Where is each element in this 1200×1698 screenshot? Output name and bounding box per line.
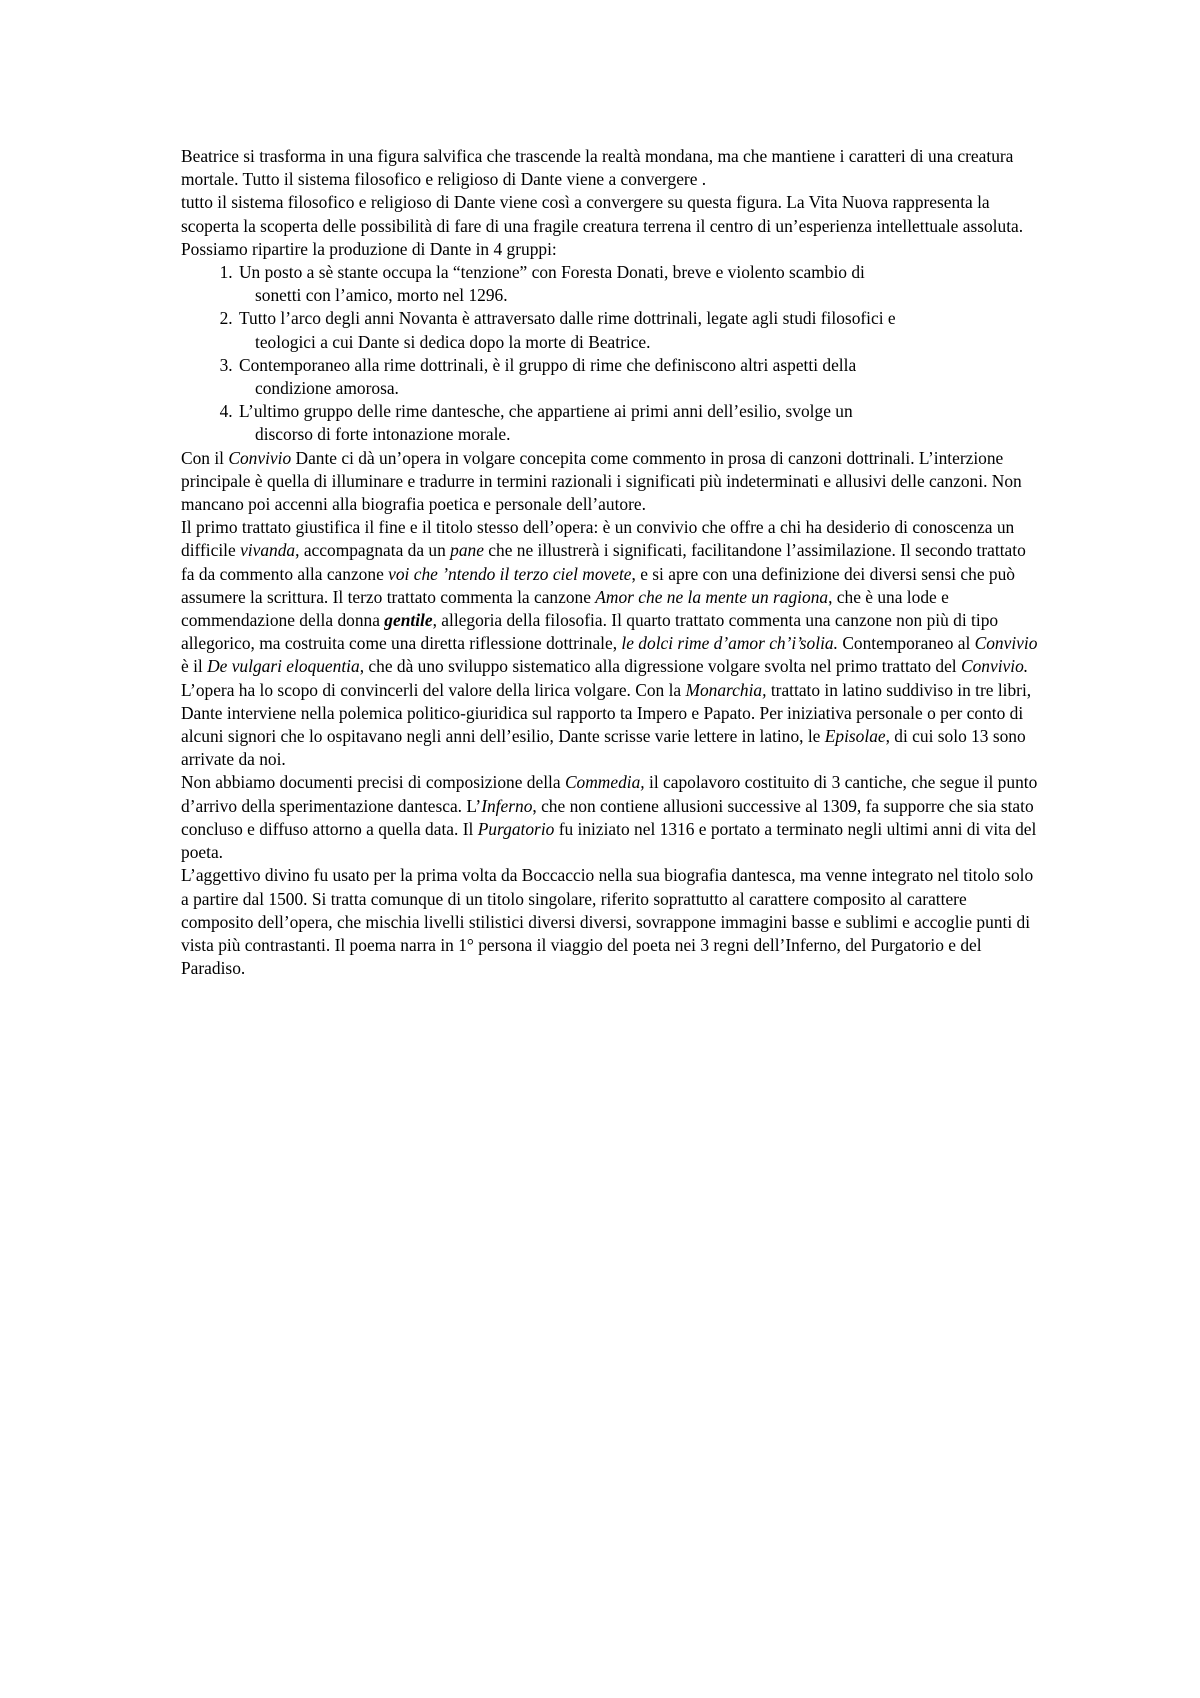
list-item: 2. Tutto l’arco degli anni Novanta è attraversato dalle rime dottrinali, legate agli studi filosofici e teologici a cui Dante si dedica dopo la morte di Beatrice. bbox=[237, 307, 1041, 353]
paragraph-convivio: Con il Convivio Dante ci dà un’opera in volgare concepita come commento in prosa di canzoni dottrinali. L’interzione principale è quella di illuminare e tradurre in termini razionali i significati più indeterminati e allusivi delle canzoni. Non mancano poi accenni alla biografia poetica e personale dell’autore. bbox=[181, 447, 1022, 515]
list-item: 1. Un posto a sè stante occupa la “tenzione” con Foresta Donati, breve e violento scambio di sonetti con l’amico, morto nel 1296. bbox=[237, 261, 1041, 307]
paragraph-aggettivo: L’aggettivo divino fu usato per la prima volta da Boccaccio nella sua biografia dantesca, ma venne integrato nel titolo solo a partire dal 1500. Si tratta comunque di un titolo singolare, riferito soprattutto al carattere composito al carattere composito dell’opera, che mischia livelli stilistici diversi diversi, sovrappone immagini basse e sublimi e accoglie punti di vista più contrastanti. Il poema narra in 1° persona il viaggio del poeta nei 3 regni dell’Inferno, del Purgatorio e del Paradiso. bbox=[181, 865, 1034, 979]
list-item: 4. L’ultimo gruppo delle rime dantesche, che appartiene ai primi anni dell’esilio, svolge un discorso di forte intonazione morale. bbox=[237, 400, 1041, 446]
paragraph-beatrice: Beatrice si trasforma in una figura salvifica che trascende la realtà mondana, ma che mantiene i caratteri di una creatura mortale. Tutto il sistema filosofico e religioso di Dante viene a convergere . bbox=[181, 146, 1014, 190]
groups-list bbox=[181, 261, 1041, 447]
list-item: 3. Contemporaneo alla rime dottrinali, è il gruppo di rime che definiscono altri aspetti della condizione amorosa. bbox=[237, 354, 1041, 400]
paragraph-trattati: Il primo trattato giustifica il fine e il titolo stesso dell’opera: è un convivio che offre a chi ha desiderio di conoscenza un difficile vivanda, accompagnata da un pane che ne illustrerà i significati, facilitandone l’assimilazione. Il secondo trattato fa da commento alla canzone voi che ’ntendo il terzo ciel movete, e si apre con una definizione dei diversi sensi che può assumere la scrittura. Il terzo trattato commenta la canzone Amor che ne la mente un ragiona, che è una lode e commendazione della donna gentile, allegoria della filosofia. Il quarto trattato commenta una canzone non più di tipo allegorico, ma costruita come una diretta riflessione dottrinale, le dolci rime d’amor ch’i’solia. Contemporaneo al Convivio è il De vulgari eloquentia, che dà uno sviluppo sistematico alla digressione volgare svolta nel primo trattato del Convivio. L’opera ha lo scopo di convincerli del valore della lirica volgare. Con la Monarchia, trattato in latino suddiviso in tre libri, Dante interviene nella polemica politico-giuridica sul rapporto ta Impero e Papato. Per iniziativa personale o per conto di alcuni signori che lo ospitavano negli anni dell’esilio, Dante scrisse varie lettere in latino, le Episolae, di cui solo 13 sono arrivate da noi. bbox=[181, 517, 1038, 770]
document-body bbox=[181, 145, 1041, 980]
paragraph-vita-nuova: tutto il sistema filosofico e religioso di Dante viene così a convergere su questa figura. La Vita Nuova rappresenta la scoperta la scoperta delle possibilità di fare di una fragile creatura terrena il centro di un’esperienza intellettuale assoluta. Possiamo ripartire la produzione di Dante in 4 gruppi: bbox=[181, 192, 1024, 259]
paragraph-commedia: Non abbiamo documenti precisi di composizione della Commedia, il capolavoro costituito di 3 cantiche, che segue il punto d’arrivo della sperimentazione dantesca. L’Inferno, che non contiene allusioni successive al 1309, fa supporre che sia stato concluso e diffuso attorno a quella data. Il Purgatorio fu iniziato nel 1316 e portato a terminato negli ultimi anni di vita del poeta. bbox=[181, 772, 1038, 863]
